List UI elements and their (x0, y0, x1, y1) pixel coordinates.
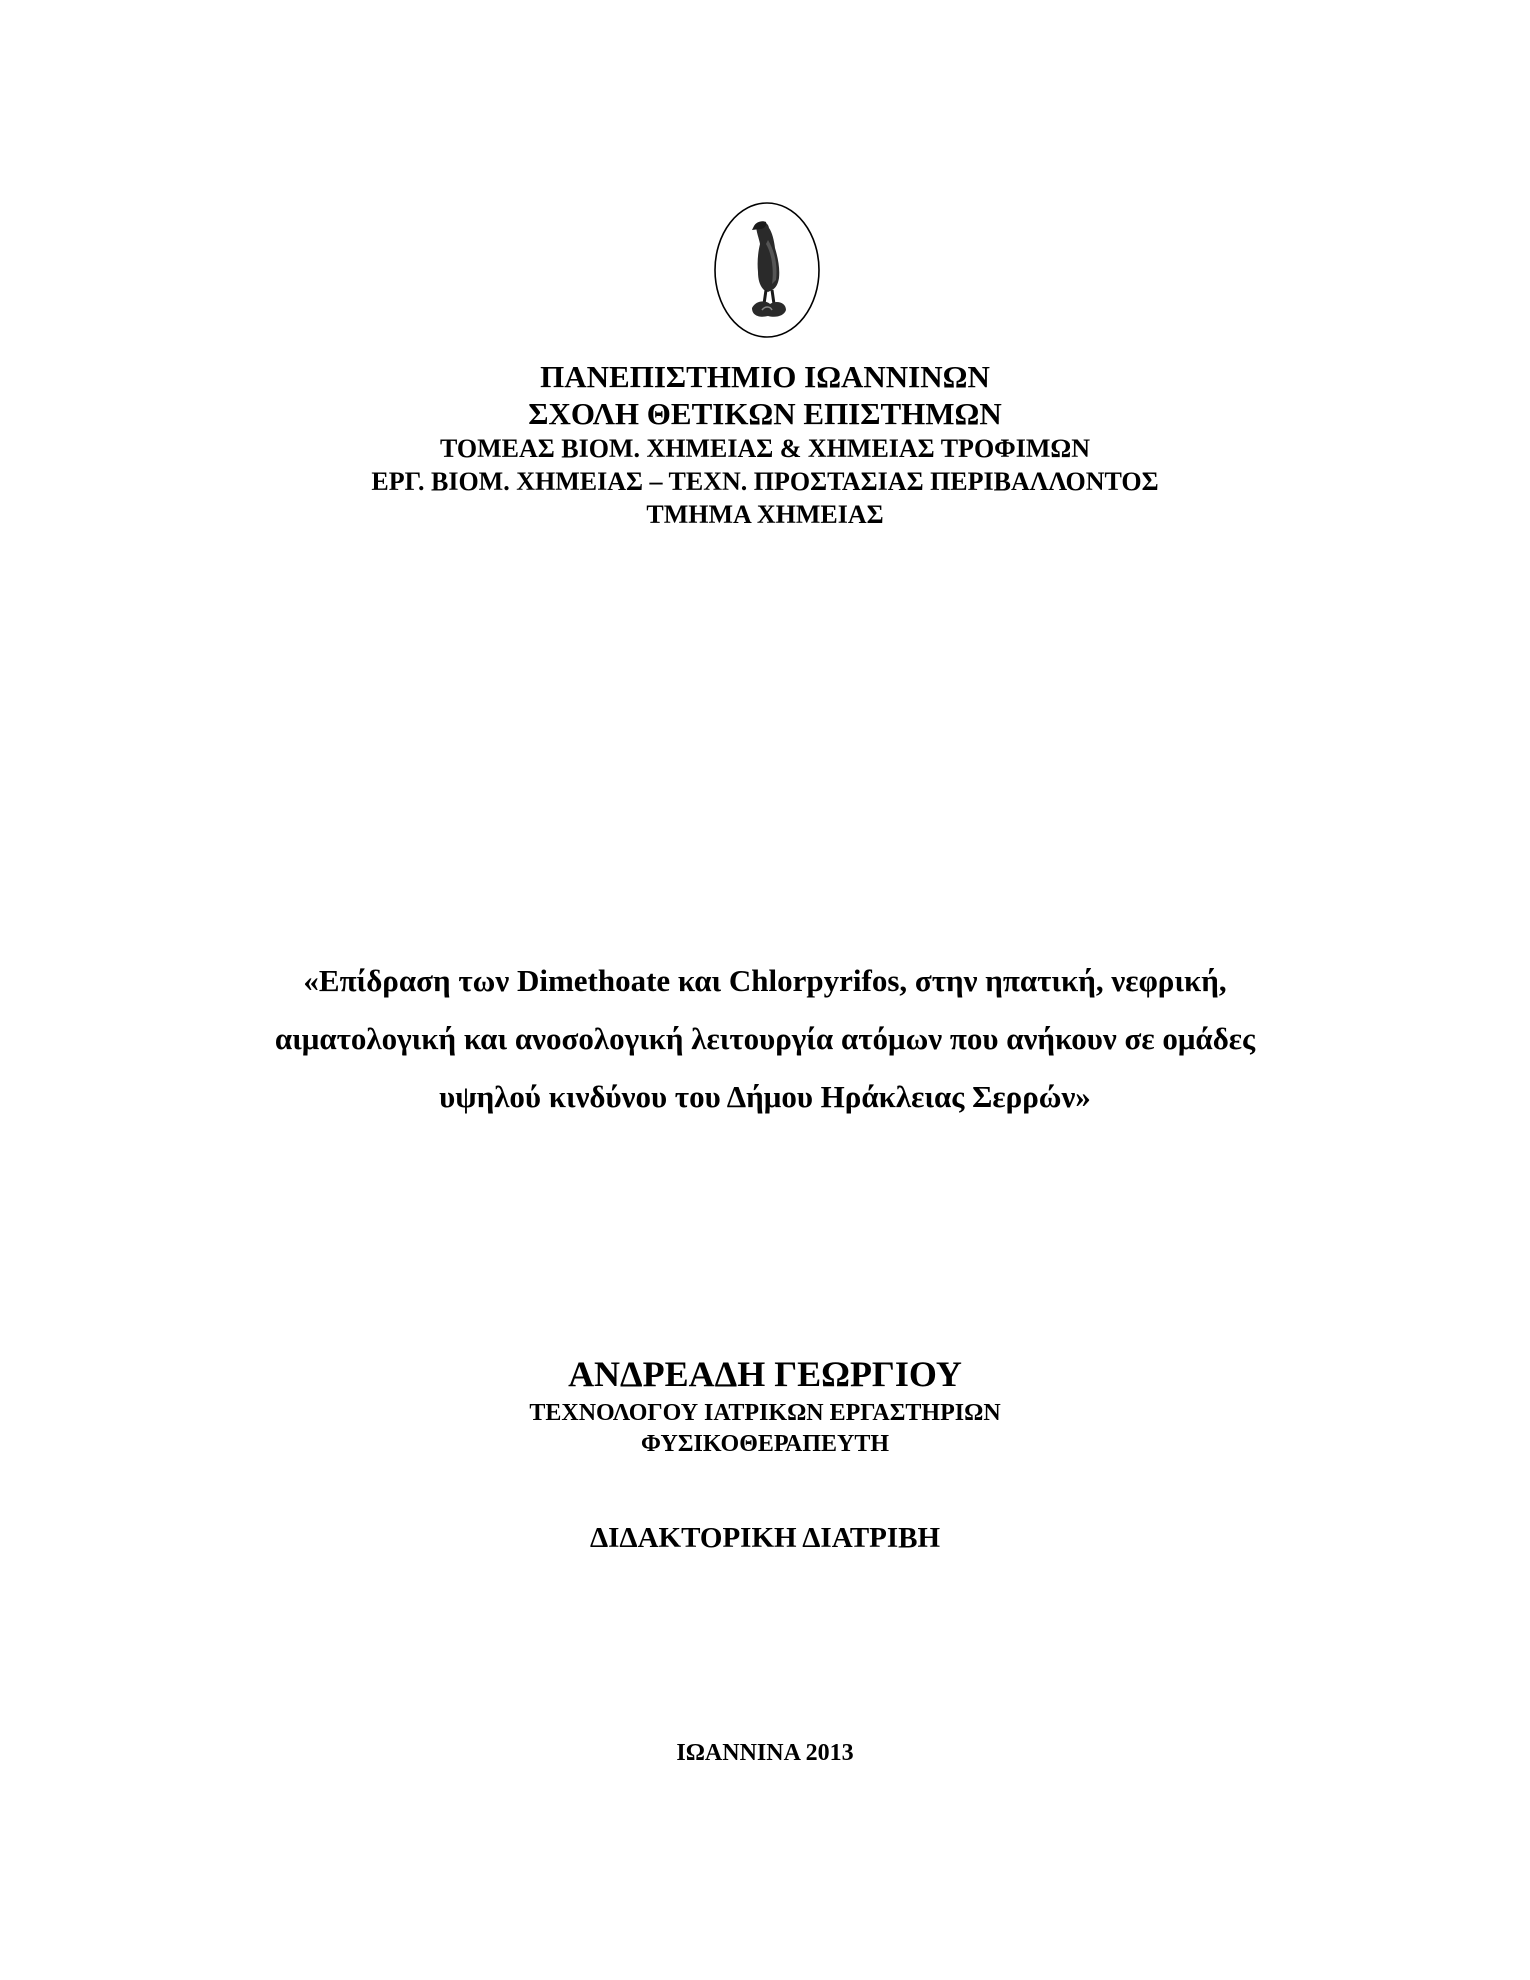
title-line-1: «Επίδραση των Dimethoate και Chlorpyrifos, στην ηπατική, νεφρική, (303, 963, 1227, 998)
place-year: ΙΩΑΝΝΙΝΑ 2013 (676, 1740, 854, 1766)
document-type: ΔΙΔΑΚΤΟΡΙΚΗ ΔΙΑΤΡΙΒΗ (589, 1522, 941, 1554)
school-name: ΣΧΟΛΗ ΘΕΤΙΚΩΝ ΕΠΙΣΤΗΜΩΝ (528, 396, 1002, 431)
laboratory-name: ΕΡΓ. ΒΙΟΜ. ΧΗΜΕΙΑΣ – ΤΕΧΝ. ΠΡΟΣΤΑΣΙΑΣ ΠΕΡΙΒΑΛΛΟΝΤΟΣ (371, 467, 1159, 496)
author-role-1: ΤΕΧΝΟΛΟΓΟΥ ΙΑΤΡΙΚΩΝ ΕΡΓΑΣΤΗΡΙΩΝ (529, 1400, 1001, 1426)
thesis-title (0, 952, 1530, 1126)
department-name: ΤΜΗΜΑ ΧΗΜΕΙΑΣ (646, 500, 884, 529)
university-name: ΠΑΝΕΠΙΣΤΗΜΙΟ ΙΩΑΝΝΙΝΩΝ (540, 359, 990, 394)
title-line-2: αιματολογική και ανοσολογική λειτουργία ατόμων που ανήκουν σε ομάδες (274, 1021, 1256, 1056)
author-name: ΑΝΔΡΕΑΔΗ ΓΕΩΡΓΙΟΥ (568, 1354, 962, 1394)
author-role-2: ΦΥΣΙΚΟΘΕΡΑΠΕΥΤΗ (640, 1431, 890, 1457)
institution-block (0, 358, 1530, 531)
author-roles (0, 1398, 1530, 1460)
title-line-3: υψηλού κινδύνου του Δήμου Ηράκλειας Σερρών» (439, 1079, 1091, 1114)
eagle-emblem-icon (712, 200, 822, 340)
sector-name: ΤΟΜΕΑΣ ΒΙΟΜ. ΧΗΜΕΙΑΣ & ΧΗΜΕΙΑΣ ΤΡΟΦΙΜΩΝ (440, 434, 1090, 463)
